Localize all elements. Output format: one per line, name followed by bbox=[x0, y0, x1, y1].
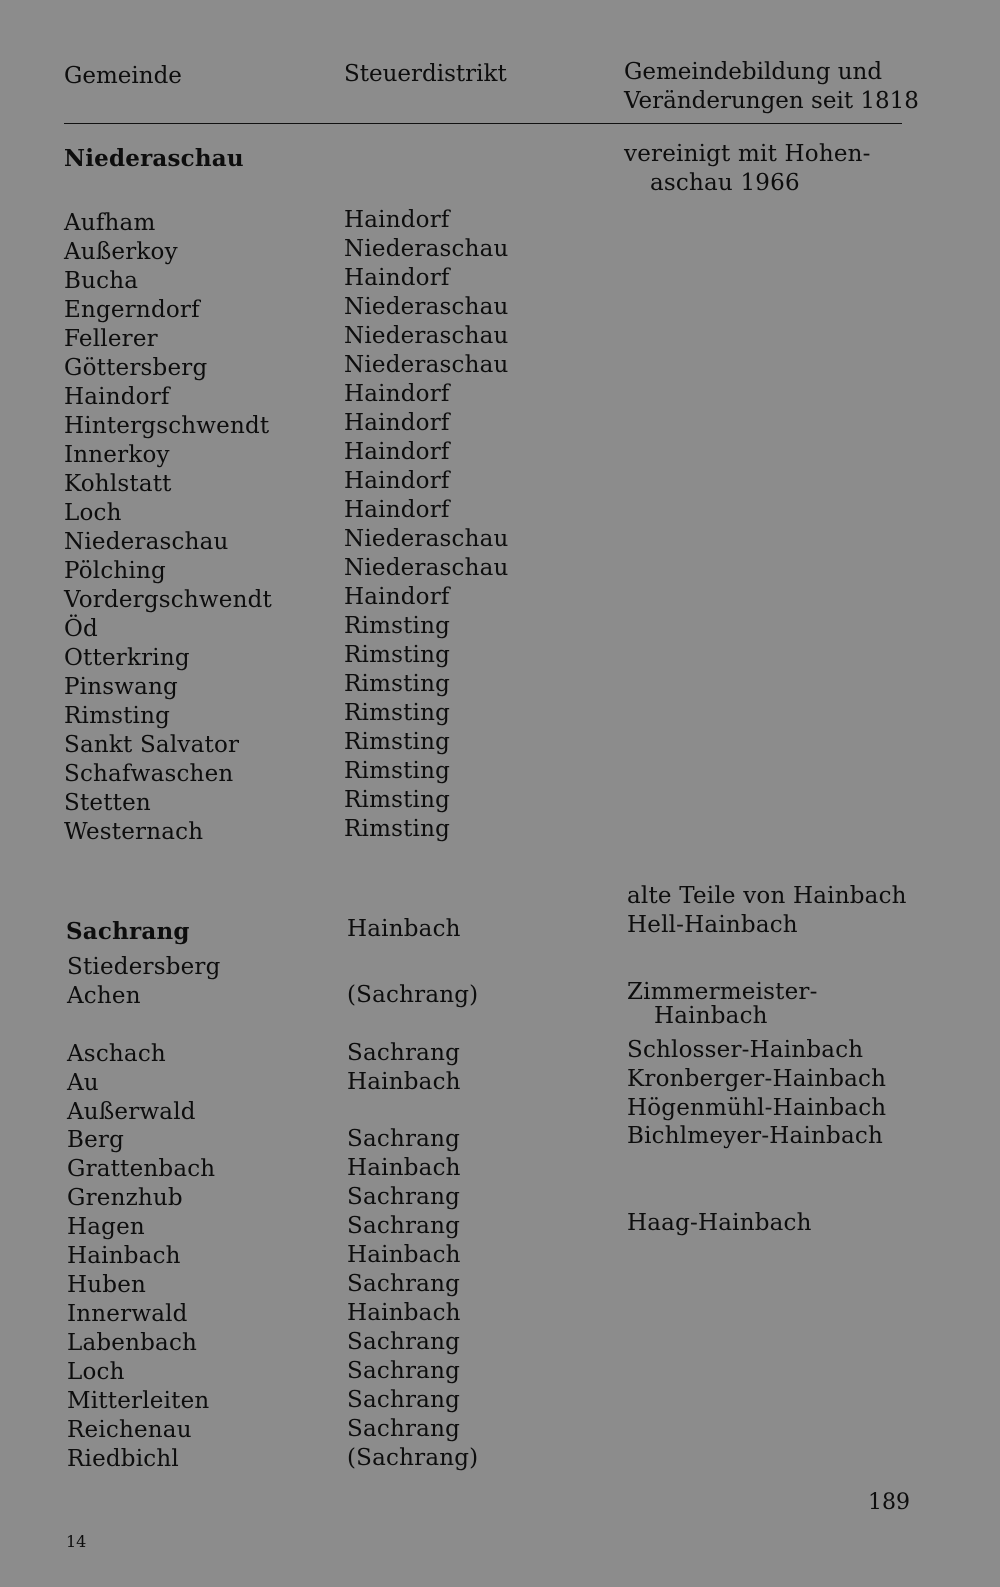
row-district: (Sachrang) bbox=[347, 1445, 479, 1471]
row-district: Niederaschau bbox=[344, 555, 509, 581]
row-district: Niederaschau bbox=[344, 294, 509, 320]
row-place: Grattenbach bbox=[67, 1156, 216, 1182]
row-note: Schlosser-Hainbach bbox=[627, 1037, 864, 1063]
row-district: Rimsting bbox=[344, 758, 451, 784]
row-place: Pölching bbox=[64, 558, 166, 584]
row-district: Rimsting bbox=[344, 671, 451, 697]
row-place: Reichenau bbox=[67, 1417, 192, 1443]
row-district: Sachrang bbox=[347, 1126, 461, 1152]
row-district: Sachrang bbox=[347, 1329, 461, 1355]
row-place: Bucha bbox=[64, 268, 139, 294]
section2-top-note: alte Teile von Hainbach bbox=[627, 883, 907, 909]
row-district: Niederaschau bbox=[344, 323, 509, 349]
row-place: Außerkoy bbox=[64, 239, 178, 265]
row-place: Innerwald bbox=[67, 1301, 188, 1327]
section2-first-note: Hell-Hainbach bbox=[627, 912, 798, 938]
row-district: Sachrang bbox=[347, 1213, 461, 1239]
row-place: Öd bbox=[64, 616, 98, 642]
row-place: Berg bbox=[67, 1127, 125, 1153]
row-district: Sachrang bbox=[347, 1271, 461, 1297]
row-district: Hainbach bbox=[347, 1069, 461, 1095]
row-place: Otterkring bbox=[64, 645, 190, 671]
row-district: Haindorf bbox=[344, 381, 450, 407]
section-title-sachrang: Sachrang bbox=[66, 918, 190, 945]
row-place: Achen bbox=[67, 983, 141, 1009]
section-note-line2: aschau 1966 bbox=[650, 170, 800, 196]
row-place: Stetten bbox=[64, 790, 151, 816]
row-district: Hainbach bbox=[347, 1242, 461, 1268]
row-place: Au bbox=[67, 1070, 99, 1096]
row-note: Zimmermeister- bbox=[627, 979, 818, 1005]
row-place: Pinswang bbox=[64, 674, 178, 700]
row-district: Rimsting bbox=[344, 613, 451, 639]
header-rule bbox=[64, 123, 902, 124]
row-district: Sachrang bbox=[347, 1416, 461, 1442]
row-place: Loch bbox=[64, 500, 122, 526]
row-place: Haindorf bbox=[64, 384, 170, 410]
row-district: Haindorf bbox=[344, 584, 450, 610]
row-district: Niederaschau bbox=[344, 236, 509, 262]
row-place: Hagen bbox=[67, 1214, 145, 1240]
header-gemeindebildung-line2: Veränderungen seit 1818 bbox=[624, 88, 919, 114]
row-note: Haag-Hainbach bbox=[627, 1210, 812, 1236]
row-place: Huben bbox=[67, 1272, 147, 1298]
row-place: Rimsting bbox=[64, 703, 171, 729]
row-place: Labenbach bbox=[67, 1330, 198, 1356]
row-place: Aufham bbox=[64, 210, 156, 236]
row-place: Außerwald bbox=[67, 1099, 196, 1125]
row-district: Rimsting bbox=[344, 816, 451, 842]
row-place: Loch bbox=[67, 1359, 125, 1385]
row-place: Westernach bbox=[64, 819, 204, 845]
row-district: Rimsting bbox=[344, 642, 451, 668]
row-district: (Sachrang) bbox=[347, 982, 479, 1008]
header-gemeinde: Gemeinde bbox=[64, 63, 182, 89]
row-district: Rimsting bbox=[344, 729, 451, 755]
row-note: Högenmühl-Hainbach bbox=[627, 1095, 887, 1121]
row-place: Vordergschwendt bbox=[64, 587, 272, 613]
row-place: Fellerer bbox=[64, 326, 158, 352]
row-place: Mitterleiten bbox=[67, 1388, 210, 1414]
row-district: Sachrang bbox=[347, 1387, 461, 1413]
row-place: Hainbach bbox=[67, 1243, 181, 1269]
row-district: Niederaschau bbox=[344, 526, 509, 552]
row-district: Sachrang bbox=[347, 1040, 461, 1066]
row-place: Hintergschwendt bbox=[64, 413, 270, 439]
section-note-line1: vereinigt mit Hohen- bbox=[624, 141, 871, 167]
row-place: Kohlstatt bbox=[64, 471, 172, 497]
row-district: Niederaschau bbox=[344, 352, 509, 378]
row-place: Sankt Salvator bbox=[64, 732, 240, 758]
row-place: Engerndorf bbox=[64, 297, 200, 323]
row-district: Hainbach bbox=[347, 1300, 461, 1326]
row-district: Haindorf bbox=[344, 207, 450, 233]
row-place: Innerkoy bbox=[64, 442, 170, 468]
row-note: Bichlmeyer-Hainbach bbox=[627, 1123, 883, 1149]
row-district: Hainbach bbox=[347, 1155, 461, 1181]
row-district: Haindorf bbox=[344, 497, 450, 523]
row-place: Göttersberg bbox=[64, 355, 208, 381]
row-place: Grenzhub bbox=[67, 1185, 183, 1211]
signature-mark: 14 bbox=[66, 1532, 87, 1551]
row-district: Sachrang bbox=[347, 1358, 461, 1384]
page-number: 189 bbox=[868, 1490, 910, 1515]
row-place: Aschach bbox=[67, 1041, 166, 1067]
section-title-niederaschau: Niederaschau bbox=[64, 145, 244, 172]
row-note: Hainbach bbox=[654, 1003, 768, 1029]
row-place: Riedbichl bbox=[67, 1446, 179, 1472]
section2-district: Hainbach bbox=[347, 916, 461, 942]
row-district: Rimsting bbox=[344, 787, 451, 813]
row-district: Rimsting bbox=[344, 700, 451, 726]
row-place: Schafwaschen bbox=[64, 761, 234, 787]
row-district: Haindorf bbox=[344, 439, 450, 465]
row-place: Niederaschau bbox=[64, 529, 229, 555]
row-district: Haindorf bbox=[344, 265, 450, 291]
row-place: Stiedersberg bbox=[67, 954, 221, 980]
header-gemeindebildung-line1: Gemeindebildung und bbox=[624, 59, 883, 85]
row-district: Sachrang bbox=[347, 1184, 461, 1210]
row-district: Haindorf bbox=[344, 468, 450, 494]
header-steuerdistrikt: Steuerdistrikt bbox=[344, 61, 507, 87]
row-note: Kronberger-Hainbach bbox=[627, 1066, 887, 1092]
row-district: Haindorf bbox=[344, 410, 450, 436]
